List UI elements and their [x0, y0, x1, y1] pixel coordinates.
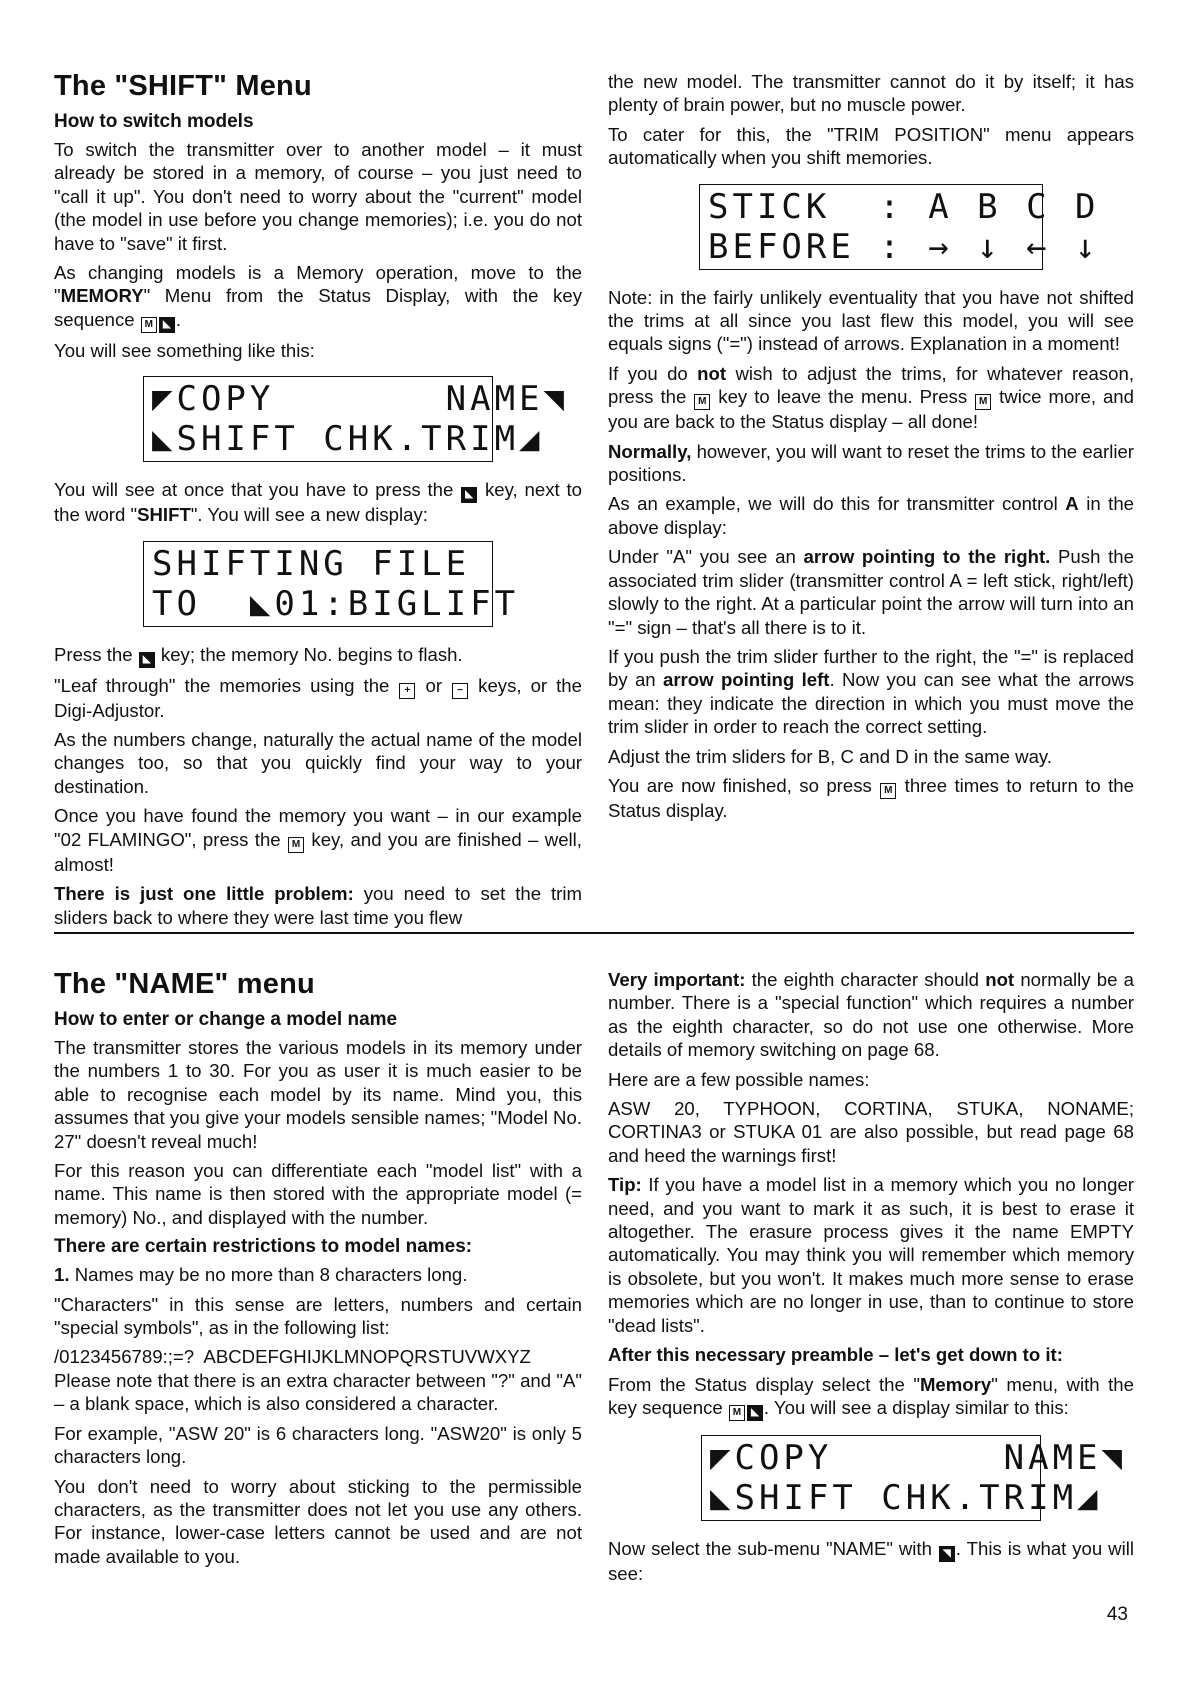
name-p4: "Characters" in this sense are letters, numbers and certain "special symbols", as in the following list:: [54, 1293, 582, 1339]
shift-p9: There is just one little problem: you need to set the trim sliders back to where they were last time you flew: [54, 883, 582, 928]
shift-section-right: [608, 70, 1134, 828]
m-key-icon: M: [729, 1405, 745, 1421]
shift-p4: You will see at once that you have to press the ◣ key, next to the word "SHIFT". You will see a new display:: [54, 479, 582, 526]
name-p12: After this necessary preamble – let's get down to it:: [608, 1344, 1063, 1366]
name-section-right: [608, 968, 1134, 1591]
shift-p1: To switch the transmitter over to another model – it must already be stored in a memory, of course – you just need to "call it up". You don't need to worry about the "current" model (the model in use before you change memories); i.e. you do not have to "save" it first.: [54, 139, 582, 254]
shift-section-left: [54, 70, 582, 935]
name-p3: 1. Names may be no more than 8 characters long.: [54, 1264, 468, 1286]
lcd-display-memory-2: ◤COPY NAME◥ ◣SHIFT CHK.TRIM◢: [701, 1435, 1041, 1521]
name-p9: Here are a few possible names:: [608, 1068, 870, 1090]
m-key-icon: M: [975, 394, 991, 410]
shift-p12: Note: in the fairly unlikely eventuality that you have not shifted the trims at all since you last flew this model, you will see equals signs ("=") instead of arrows. Explanation in a moment!: [608, 286, 1134, 355]
shift-p13: If you do not wish to adjust the trims, for whatever reason, press the M key to leave the menu. Press M twice more, and you are back to the Status display – all done!: [608, 362, 1134, 433]
name-p13: From the Status display select the "Memory" menu, with the key sequence M ◣ . You will see a display similar to this:: [608, 1373, 1134, 1421]
lcd-display-memory: ◤COPY NAME◥ ◣SHIFT CHK.TRIM◢: [143, 376, 493, 462]
name-p6: For example, "ASW 20" is 6 characters long. "ASW20" is only 5 characters long.: [54, 1422, 582, 1468]
name-p7: You don't need to worry about sticking to the permissible characters, as the transmitter does not let you use any others. For instance, lower-case letters cannot be used and are not made available to you.: [54, 1475, 582, 1567]
shift-p3: You will see something like this:: [54, 339, 315, 361]
name-title: The "NAME" menu: [54, 968, 315, 1000]
section-divider: [54, 932, 1134, 934]
shift-p2: As changing models is a Memory operation, move to the "MEMORY" Menu from the Status Display, with the key sequence M ◣ .: [54, 261, 582, 333]
lcd-display-trim: STICK : A B C D BEFORE : → ↓ ← ↓: [699, 184, 1043, 270]
minus-key-icon: −: [452, 683, 468, 699]
sw-key-icon: ◣: [461, 487, 477, 503]
plus-key-icon: +: [399, 683, 415, 699]
shift-p10: the new model. The transmitter cannot do it by itself; it has plenty of brain power, but no muscle power.: [608, 71, 1134, 116]
shift-p5: Press the ◣ key; the memory No. begins to flash.: [54, 643, 582, 668]
shift-p11: To cater for this, the "TRIM POSITION" menu appears automatically when you shift memories.: [608, 123, 1134, 169]
name-p11: Tip: If you have a model list in a memory which you no longer need, and you want to mark it as such, it is best to erase it altogether. The erasure process gives it the name EMPTY automatically. You may think you will remember which memory is obsolete, but you won't. It makes much more sense to erase memories which are no longer in use, than to continue to store "dead lists".: [608, 1174, 1134, 1336]
m-key-icon: M: [880, 783, 896, 799]
shift-title: The "SHIFT" Menu: [54, 70, 312, 102]
name-p8: Very important: the eighth character should not normally be a number. There is a "special function" which requires a number as the eighth character, so do not use one otherwise. More details of memory switching on page 68.: [608, 969, 1135, 1061]
name-charset: /0123456789:;=? ABCDEFGHIJKLMNOPQRSTUVWXYZ: [54, 1346, 531, 1368]
name-p10: ASW 20, TYPHOON, CORTINA, STUKA, NONAME; CORTINA3 or STUKA 01 are also possible, but read page 68 and heed the warnings first!: [608, 1098, 1134, 1166]
shift-p14: Normally, however, you will want to reset the trims to the earlier positions.: [608, 440, 1134, 486]
shift-p17: If you push the trim slider further to the right, the "=" is replaced by an arrow pointing left. Now you can see what the arrows mean: they indicate the direction in which you must move the trim slider in order to reach the correct setting.: [608, 645, 1134, 738]
sw-key-icon: ◣: [159, 317, 175, 333]
name-p1: The transmitter stores the various models in its memory under the numbers 1 to 30. For you as user it is much easier to be able to recognise each model by its name. Mind you, this assumes that you give your models sensible names; "Model No. 27" doesn't reveal much!: [54, 1037, 582, 1152]
name-p14: Now select the sub-menu "NAME" with ◥ . This is what you will see:: [608, 1537, 1134, 1584]
shift-p18: Adjust the trim sliders for B, C and D in the same way.: [608, 745, 1053, 767]
shift-p6: "Leaf through" the memories using the + or − keys, or the Digi-Adjustor.: [54, 674, 582, 721]
name-subtitle: How to enter or change a model name: [54, 1009, 398, 1030]
name-p5: Please note that there is an extra character between "?" and "A" – a blank space, which is also considered a character.: [54, 1369, 582, 1415]
sw-key-icon: ◣: [747, 1405, 763, 1421]
shift-p15: As an example, we will do this for transmitter control A in the above display:: [608, 493, 1134, 538]
name-restrictions-heading: There are certain restrictions to model names:: [54, 1236, 473, 1258]
page-number: 43: [1106, 1604, 1128, 1625]
lcd-display-shifting: SHIFTING FILE TO ◣01:BIGLIFT: [143, 541, 493, 627]
shift-p8: Once you have found the memory you want – in our example "02 FLAMINGO", press the M key, and you are finished – well, almost!: [54, 805, 582, 875]
shift-p7: As the numbers change, naturally the actual name of the model changes too, so that you quickly find your way to your destination.: [54, 729, 582, 797]
name-section-left: [54, 968, 582, 1574]
m-key-icon: M: [141, 317, 157, 333]
m-key-icon: M: [694, 394, 710, 410]
sw-key-icon: ◣: [139, 652, 155, 668]
name-p2: For this reason you can differentiate each "model list" with a name. This name is then stored with the appropriate model (= memory) No., and displayed with the number.: [54, 1160, 582, 1228]
shift-p19: You are now finished, so press M three times to return to the Status display.: [608, 774, 1134, 821]
shift-p16: Under "A" you see an arrow pointing to the right. Push the associated trim slider (transmitter control A = left stick, right/left) slowly to the right. At a particular point the arrow will turn into an "=" sign – that's all there is to it.: [608, 546, 1134, 638]
se-key-icon: ◥: [939, 1546, 955, 1562]
shift-subtitle: How to switch models: [54, 111, 254, 132]
m-key-icon: M: [288, 837, 304, 853]
